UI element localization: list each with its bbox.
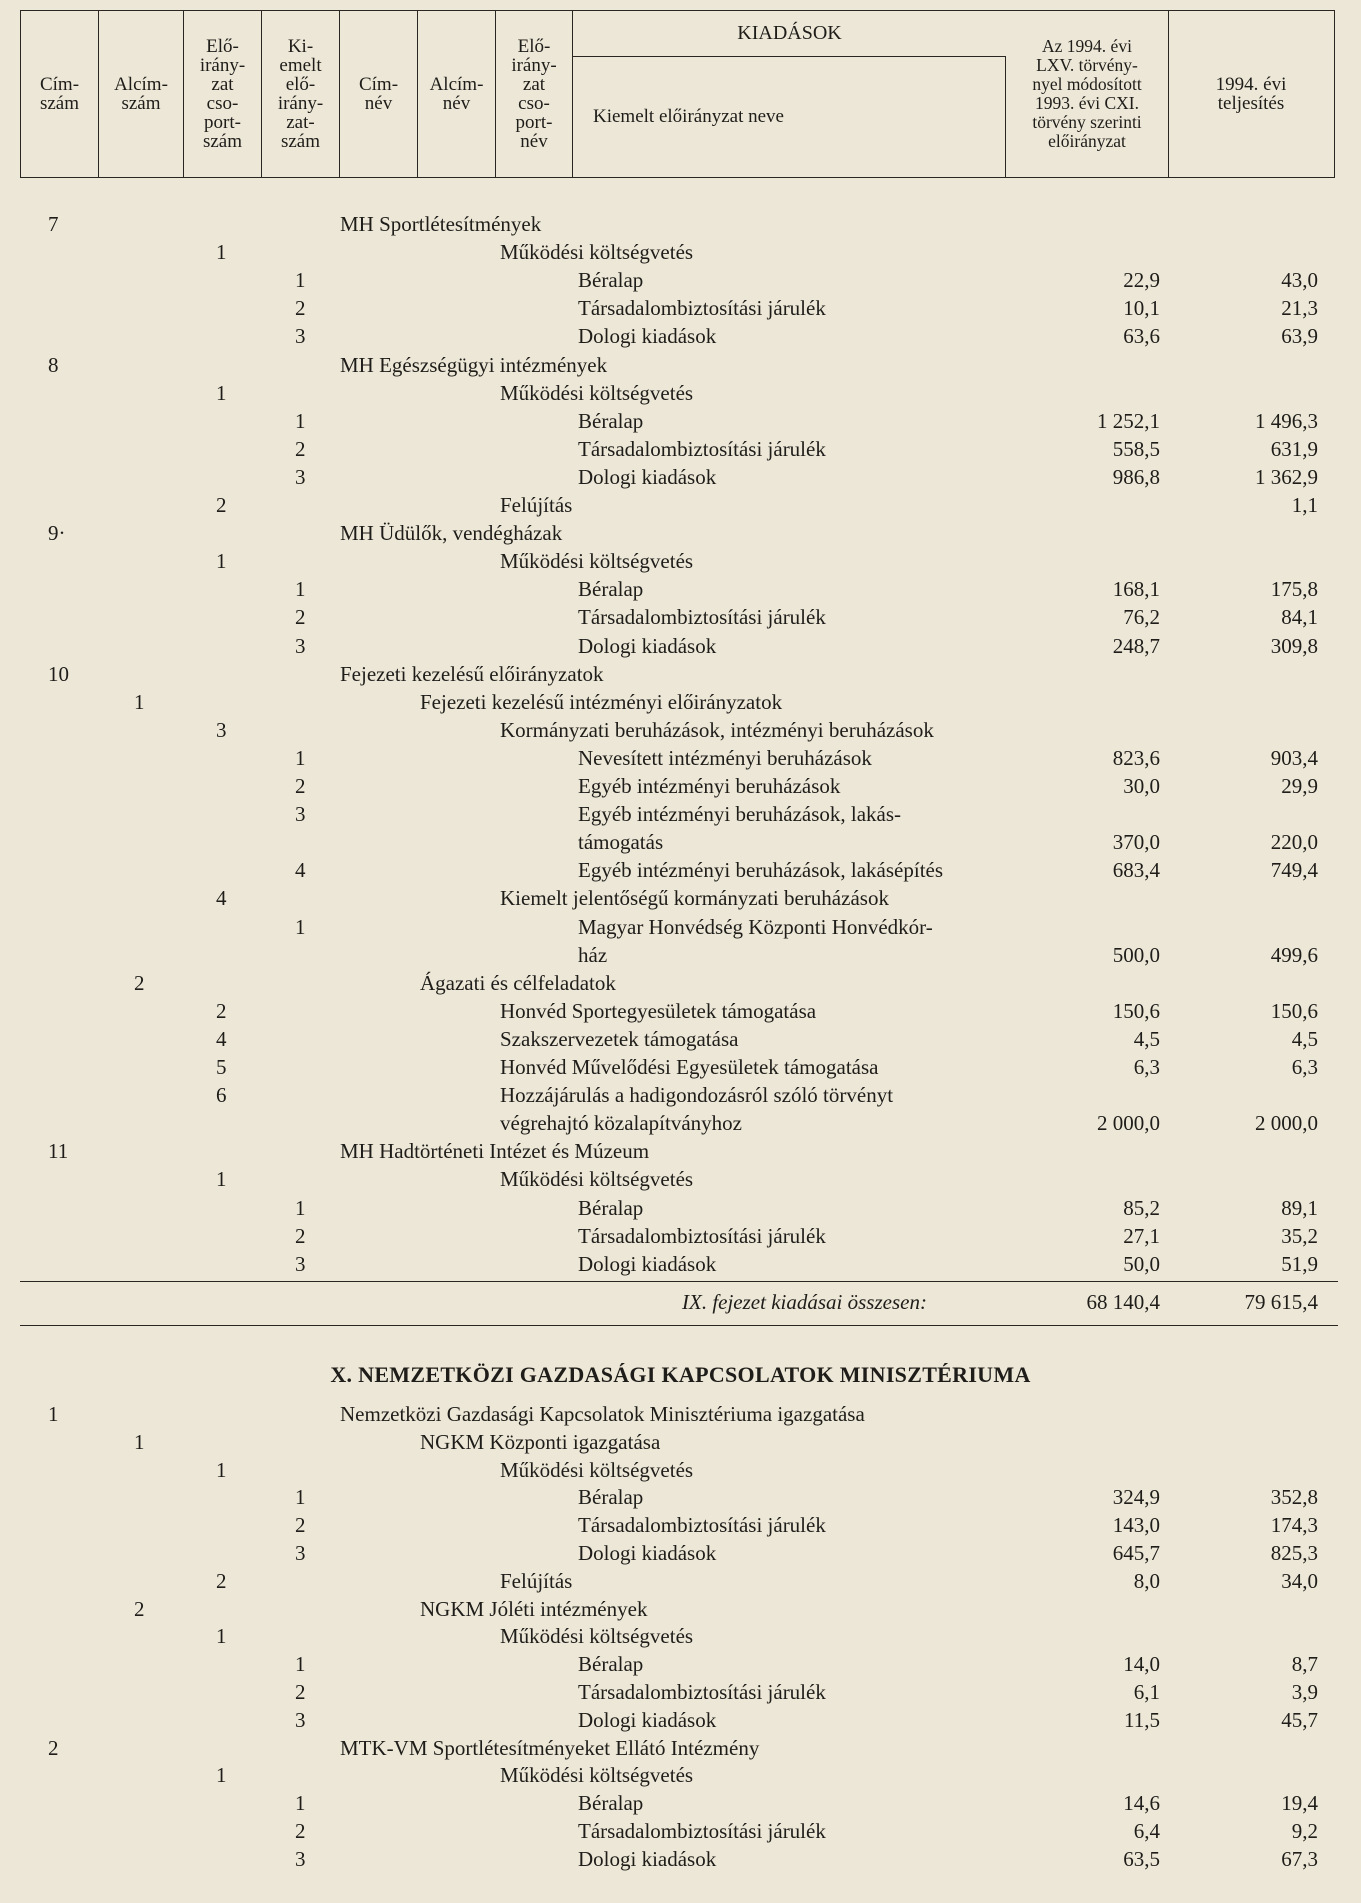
row-name: Dologi kiadások bbox=[578, 1846, 717, 1871]
teljesites-value: 150,6 bbox=[1270, 998, 1318, 1023]
row-name: Magyar Honvédség Központi Honvédkór- bbox=[578, 914, 933, 939]
table-row bbox=[0, 210, 1361, 238]
teljesites-value: 89,1 bbox=[1281, 1195, 1318, 1220]
kiemelt-eloiranyzat-szam-cell: 2 bbox=[295, 1223, 306, 1248]
row-name: MH Üdülők, vendégházak bbox=[340, 521, 563, 546]
eloiranyzat-value: 150,6 bbox=[1112, 998, 1160, 1023]
table-row bbox=[0, 744, 1361, 772]
eloiranyzat-value: 14,0 bbox=[1123, 1652, 1160, 1677]
eloiranyzat-value: 823,6 bbox=[1112, 745, 1160, 770]
row-name: NGKM Jóléti intézmények bbox=[420, 1596, 648, 1621]
eloiranyzat-csoport-szam-cell: 2 bbox=[216, 493, 227, 517]
header-kiadasok: KIADÁSOK bbox=[573, 11, 1006, 57]
table-row bbox=[0, 660, 1361, 688]
kiemelt-eloiranyzat-szam-cell: 1 bbox=[295, 268, 306, 293]
table-row bbox=[0, 1845, 1361, 1873]
eloiranyzat-value: 2 000,0 bbox=[1097, 1111, 1160, 1136]
table-row bbox=[0, 969, 1361, 997]
kiemelt-eloiranyzat-szam-cell: 4 bbox=[295, 858, 306, 883]
table-row bbox=[0, 688, 1361, 716]
kiemelt-eloiranyzat-szam-cell: 3 bbox=[295, 324, 306, 349]
kiemelt-eloiranyzat-szam-cell: 2 bbox=[295, 1819, 306, 1843]
table-row bbox=[0, 1483, 1361, 1511]
teljesites-value: 43,0 bbox=[1281, 268, 1318, 293]
kiemelt-eloiranyzat-szam-cell: 2 bbox=[295, 1513, 306, 1538]
eloiranyzat-csoport-szam-cell: 1 bbox=[216, 1457, 227, 1482]
alcimszam-cell: 2 bbox=[134, 970, 145, 995]
row-name: Béralap bbox=[578, 577, 644, 602]
eloiranyzat-value: 22,9 bbox=[1123, 268, 1160, 293]
table-row bbox=[0, 379, 1361, 407]
eloiranyzat-value: 168,1 bbox=[1112, 577, 1160, 602]
eloiranyzat-value: 27,1 bbox=[1123, 1223, 1160, 1248]
table-row bbox=[0, 856, 1361, 884]
table-row bbox=[0, 941, 1361, 969]
kiemelt-eloiranyzat-szam-cell: 1 bbox=[295, 1791, 306, 1816]
eloiranyzat-value: 986,8 bbox=[1112, 464, 1160, 489]
header-cimszam: Cím- szám bbox=[21, 11, 99, 177]
eloiranyzat-value: 683,4 bbox=[1112, 858, 1160, 883]
row-name: Ágazati és célfeladatok bbox=[420, 970, 616, 995]
row-name: Egyéb intézményi beruházások bbox=[578, 774, 841, 798]
teljesites-value: 1 362,9 bbox=[1255, 464, 1318, 489]
table-row bbox=[0, 1137, 1361, 1165]
row-name: Nevesített intézményi beruházások bbox=[578, 745, 872, 770]
table-row bbox=[0, 1678, 1361, 1706]
kiemelt-eloiranyzat-szam-cell: 3 bbox=[295, 1707, 306, 1732]
total-value-eloiranyzat: 68 140,4 bbox=[1086, 1290, 1160, 1314]
table-row bbox=[0, 1025, 1361, 1053]
row-name: Nemzetközi Gazdasági Kapcsolatok Minisztériuma igazgatása bbox=[340, 1402, 865, 1426]
eloiranyzat-value: 6,4 bbox=[1133, 1819, 1160, 1843]
kiemelt-eloiranyzat-szam-cell: 2 bbox=[295, 1680, 306, 1704]
table-row bbox=[0, 1194, 1361, 1222]
eloiranyzat-value: 76,2 bbox=[1123, 605, 1160, 630]
row-name: Fejezeti kezelésű intézményi előirányzatok bbox=[420, 689, 783, 714]
row-name: MH Hadtörténeti Intézet és Múzeum bbox=[340, 1139, 650, 1164]
cimszam-cell: 8 bbox=[48, 352, 59, 377]
row-name: Dologi kiadások bbox=[578, 324, 717, 349]
alcimszam-cell: 2 bbox=[134, 1596, 145, 1621]
kiemelt-eloiranyzat-szam-cell: 1 bbox=[295, 1485, 306, 1510]
row-name: Béralap bbox=[578, 268, 644, 293]
eloiranyzat-value: 248,7 bbox=[1112, 633, 1160, 658]
table-row bbox=[0, 1567, 1361, 1595]
table-row bbox=[0, 1761, 1361, 1789]
row-name: Társadalombiztosítási járulék bbox=[578, 1513, 826, 1538]
eloiranyzat-csoport-szam-cell: 3 bbox=[216, 717, 227, 742]
row-name: Működési költségvetés bbox=[500, 1457, 694, 1482]
row-name: Társadalombiztosítási járulék bbox=[578, 605, 826, 630]
table-row bbox=[0, 1706, 1361, 1734]
cimszam-cell: 1 bbox=[48, 1402, 59, 1426]
table-row bbox=[0, 491, 1361, 519]
row-name: végrehajtó közalapítványhoz bbox=[500, 1111, 742, 1136]
cimszam-cell: 7 bbox=[48, 212, 59, 236]
kiemelt-eloiranyzat-szam-cell: 2 bbox=[295, 605, 306, 630]
total-value-teljesites: 79 615,4 bbox=[1244, 1290, 1318, 1314]
teljesites-value: 749,4 bbox=[1270, 858, 1318, 883]
row-name: Dologi kiadások bbox=[578, 1251, 717, 1276]
row-name: Béralap bbox=[578, 1485, 644, 1510]
kiemelt-eloiranyzat-szam-cell: 1 bbox=[295, 914, 306, 939]
eloiranyzat-csoport-szam-cell: 1 bbox=[216, 549, 227, 574]
table-row bbox=[0, 913, 1361, 941]
eloiranyzat-csoport-szam-cell: 1 bbox=[216, 240, 227, 265]
row-name: Honvéd Sportegyesületek támogatása bbox=[500, 998, 817, 1023]
teljesites-value: 499,6 bbox=[1270, 942, 1318, 967]
teljesites-value: 9,2 bbox=[1291, 1819, 1318, 1843]
eloiranyzat-csoport-szam-cell: 1 bbox=[216, 1167, 227, 1192]
teljesites-value: 1 496,3 bbox=[1255, 408, 1318, 433]
teljesites-value: 1,1 bbox=[1291, 493, 1318, 517]
table-row bbox=[0, 1081, 1361, 1109]
alcimszam-cell: 1 bbox=[134, 689, 145, 714]
teljesites-value: 4,5 bbox=[1291, 1026, 1318, 1051]
kiemelt-eloiranyzat-szam-cell: 3 bbox=[295, 1846, 306, 1871]
header-alcimszam: Alcím- szám bbox=[99, 11, 184, 177]
header-cimnev: Cím- név bbox=[340, 11, 418, 177]
row-name: Felújítás bbox=[500, 1568, 573, 1593]
table-row bbox=[0, 575, 1361, 603]
teljesites-value: 220,0 bbox=[1270, 830, 1318, 855]
table-row bbox=[0, 1734, 1361, 1762]
row-name: Dologi kiadások bbox=[578, 633, 717, 658]
cimszam-cell: 11 bbox=[48, 1139, 69, 1164]
table-row bbox=[0, 1053, 1361, 1081]
table-row bbox=[0, 632, 1361, 660]
header-eloiranyzat-csoport-szam: Elő- irány- zat cso- port- szám bbox=[184, 11, 262, 177]
eloiranyzat-value: 6,3 bbox=[1133, 1055, 1160, 1079]
teljesites-value: 19,4 bbox=[1281, 1791, 1318, 1816]
section-title: X. NEMZETKÖZI GAZDASÁGI KAPCSOLATOK MINISZTÉRIUMA bbox=[330, 1362, 1031, 1387]
teljesites-value: 21,3 bbox=[1281, 296, 1318, 321]
row-name: MTK-VM Sportlétesítményeket Ellátó Intézmény bbox=[340, 1735, 760, 1760]
kiemelt-eloiranyzat-szam-cell: 2 bbox=[295, 296, 306, 321]
kiemelt-eloiranyzat-szam-cell: 3 bbox=[295, 1541, 306, 1565]
row-name: Társadalombiztosítási járulék bbox=[578, 296, 826, 321]
teljesites-value: 631,9 bbox=[1270, 436, 1318, 461]
eloiranyzat-value: 500,0 bbox=[1112, 942, 1160, 967]
teljesites-value: 825,3 bbox=[1270, 1541, 1318, 1565]
teljesites-value: 35,2 bbox=[1281, 1223, 1318, 1248]
kiemelt-eloiranyzat-szam-cell: 3 bbox=[295, 464, 306, 489]
kiemelt-eloiranyzat-szam-cell: 1 bbox=[295, 577, 306, 602]
cimszam-cell: 10 bbox=[48, 661, 69, 686]
eloiranyzat-value: 370,0 bbox=[1112, 830, 1160, 855]
divider-line bbox=[20, 1325, 1338, 1326]
table-row bbox=[0, 266, 1361, 294]
eloiranyzat-value: 1 252,1 bbox=[1097, 408, 1160, 433]
table-row bbox=[0, 1539, 1361, 1567]
kiemelt-eloiranyzat-szam-cell: 3 bbox=[295, 633, 306, 658]
teljesites-value: 63,9 bbox=[1281, 324, 1318, 349]
eloiranyzat-csoport-szam-cell: 1 bbox=[216, 1624, 227, 1649]
kiemelt-eloiranyzat-szam-cell: 1 bbox=[295, 408, 306, 433]
alcimszam-cell: 1 bbox=[134, 1429, 145, 1454]
teljesites-value: 84,1 bbox=[1281, 605, 1318, 630]
table-row bbox=[0, 716, 1361, 744]
header-alcimnev: Alcím- név bbox=[418, 11, 496, 177]
row-name: Béralap bbox=[578, 1791, 644, 1816]
table-row bbox=[0, 1511, 1361, 1539]
table-row bbox=[0, 238, 1361, 266]
teljesites-value: 2 000,0 bbox=[1255, 1111, 1318, 1136]
kiemelt-eloiranyzat-szam-cell: 1 bbox=[295, 1195, 306, 1220]
table-row bbox=[0, 997, 1361, 1025]
row-name: MH Egészségügyi intézmények bbox=[340, 352, 608, 377]
eloiranyzat-value: 324,9 bbox=[1112, 1485, 1160, 1510]
row-name: NGKM Központi igazgatása bbox=[420, 1429, 661, 1454]
row-name: Béralap bbox=[578, 1652, 644, 1677]
kiemelt-eloiranyzat-szam-cell: 2 bbox=[295, 436, 306, 461]
table-row bbox=[0, 1789, 1361, 1817]
table-row bbox=[0, 1456, 1361, 1484]
kiemelt-eloiranyzat-szam-cell: 3 bbox=[295, 802, 306, 827]
table-row bbox=[0, 463, 1361, 491]
header-kiemelt-eloiranyzat-szam: Ki- emelt elő- irány- zat- szám bbox=[262, 11, 340, 177]
eloiranyzat-csoport-szam-cell: 5 bbox=[216, 1055, 227, 1079]
table-row bbox=[0, 351, 1361, 379]
eloiranyzat-csoport-szam-cell: 1 bbox=[216, 380, 227, 405]
header-kiemelt-eloiranyzat-neve: Kiemelt előirányzat neve bbox=[573, 57, 1006, 177]
teljesites-value: 352,8 bbox=[1270, 1485, 1318, 1510]
row-name: támogatás bbox=[578, 830, 664, 855]
row-name: Dologi kiadások bbox=[578, 1707, 717, 1732]
eloiranyzat-csoport-szam-cell: 4 bbox=[216, 886, 227, 911]
kiemelt-eloiranyzat-szam-cell: 1 bbox=[295, 1652, 306, 1677]
row-name: Működési költségvetés bbox=[500, 380, 694, 405]
eloiranyzat-value: 6,1 bbox=[1133, 1680, 1160, 1704]
teljesites-value: 8,7 bbox=[1291, 1652, 1318, 1677]
eloiranyzat-csoport-szam-cell: 2 bbox=[216, 1568, 227, 1593]
table-row bbox=[0, 519, 1361, 547]
teljesites-value: 309,8 bbox=[1270, 633, 1318, 658]
table-row bbox=[0, 1250, 1361, 1278]
total-label: IX. fejezet kiadásai összesen: bbox=[682, 1290, 927, 1314]
header-teljesites: 1994. évi teljesítés bbox=[1215, 74, 1287, 114]
table-row bbox=[0, 1400, 1361, 1428]
kiemelt-eloiranyzat-szam-cell: 3 bbox=[295, 1251, 306, 1276]
table-row bbox=[0, 547, 1361, 575]
eloiranyzat-value: 10,1 bbox=[1123, 296, 1160, 321]
eloiranyzat-value: 50,0 bbox=[1123, 1251, 1160, 1276]
table-row bbox=[0, 800, 1361, 828]
row-name: MH Sportlétesítmények bbox=[340, 212, 542, 236]
table-row bbox=[0, 1622, 1361, 1650]
teljesites-value: 175,8 bbox=[1270, 577, 1318, 602]
table-row bbox=[0, 828, 1361, 856]
cimszam-cell: 2 bbox=[48, 1735, 59, 1760]
row-name: Társadalombiztosítási járulék bbox=[578, 1819, 826, 1843]
table-row bbox=[0, 772, 1361, 800]
row-name: Egyéb intézményi beruházások, lakásépítés bbox=[578, 858, 944, 883]
row-name: Hozzájárulás a hadigondozásról szóló törvényt bbox=[500, 1083, 894, 1108]
table-row bbox=[0, 1222, 1361, 1250]
eloiranyzat-value: 8,0 bbox=[1133, 1568, 1160, 1593]
table-row bbox=[0, 1165, 1361, 1193]
row-name: Béralap bbox=[578, 408, 644, 433]
table-row bbox=[0, 603, 1361, 631]
table-row bbox=[0, 1109, 1361, 1137]
teljesites-value: 174,3 bbox=[1270, 1513, 1318, 1538]
teljesites-value: 903,4 bbox=[1270, 745, 1318, 770]
row-name: Dologi kiadások bbox=[578, 1541, 717, 1565]
row-name: Kiemelt jelentőségű kormányzati beruházások bbox=[500, 886, 889, 911]
row-name: Működési költségvetés bbox=[500, 1763, 694, 1788]
teljesites-value: 3,9 bbox=[1291, 1680, 1318, 1704]
table-row bbox=[0, 294, 1361, 322]
table-row bbox=[0, 1817, 1361, 1845]
row-name: Honvéd Művelődési Egyesületek támogatása bbox=[500, 1055, 879, 1079]
cimszam-cell: 9· bbox=[48, 521, 66, 546]
table-row bbox=[0, 407, 1361, 435]
row-name: Működési költségvetés bbox=[500, 1167, 694, 1192]
kiemelt-eloiranyzat-szam-cell: 2 bbox=[295, 774, 306, 798]
header-eloiranyzat-csoport-nev: Elő- irány- zat cso- port- név bbox=[496, 11, 573, 177]
total-row bbox=[0, 1288, 1361, 1316]
row-name: Dologi kiadások bbox=[578, 464, 717, 489]
row-name: ház bbox=[578, 942, 608, 967]
row-name: Béralap bbox=[578, 1195, 644, 1220]
eloiranyzat-value: 30,0 bbox=[1123, 774, 1160, 798]
teljesites-value: 51,9 bbox=[1281, 1251, 1318, 1276]
table-row bbox=[0, 322, 1361, 350]
eloiranyzat-value: 14,6 bbox=[1123, 1791, 1160, 1816]
row-name: Kormányzati beruházások, intézményi beruházások bbox=[500, 717, 934, 742]
table-row bbox=[0, 1650, 1361, 1678]
row-name: Fejezeti kezelésű előirányzatok bbox=[340, 661, 604, 686]
eloiranyzat-csoport-szam-cell: 1 bbox=[216, 1763, 227, 1788]
header-eloiranyzat: Az 1994. évi LXV. törvény- nyel módosított 1993. évi CXI. törvény szerinti előirányzat bbox=[1006, 11, 1169, 177]
teljesites-value: 45,7 bbox=[1281, 1707, 1318, 1732]
row-name: Működési költségvetés bbox=[500, 240, 694, 265]
eloiranyzat-value: 4,5 bbox=[1133, 1026, 1160, 1051]
table-row bbox=[0, 1595, 1361, 1623]
teljesites-value: 34,0 bbox=[1281, 1568, 1318, 1593]
table-header bbox=[20, 10, 1335, 178]
row-name: Társadalombiztosítási járulék bbox=[578, 1223, 826, 1248]
teljesites-value: 6,3 bbox=[1291, 1055, 1318, 1079]
eloiranyzat-value: 63,6 bbox=[1123, 324, 1160, 349]
eloiranyzat-csoport-szam-cell: 2 bbox=[216, 998, 227, 1023]
eloiranyzat-csoport-szam-cell: 4 bbox=[216, 1026, 227, 1051]
eloiranyzat-value: 645,7 bbox=[1112, 1541, 1160, 1565]
teljesites-value: 67,3 bbox=[1281, 1846, 1318, 1871]
table-row bbox=[0, 435, 1361, 463]
eloiranyzat-value: 143,0 bbox=[1112, 1513, 1160, 1538]
row-name: Felújítás bbox=[500, 493, 573, 517]
table-row bbox=[0, 1428, 1361, 1456]
teljesites-value: 29,9 bbox=[1281, 774, 1318, 798]
row-name: Társadalombiztosítási járulék bbox=[578, 1680, 826, 1704]
table-row bbox=[0, 884, 1361, 912]
row-name: Társadalombiztosítási járulék bbox=[578, 436, 826, 461]
row-name: Működési költségvetés bbox=[500, 1624, 694, 1649]
eloiranyzat-value: 11,5 bbox=[1124, 1707, 1160, 1732]
row-name: Egyéb intézményi beruházások, lakás- bbox=[578, 802, 902, 827]
kiemelt-eloiranyzat-szam-cell: 1 bbox=[295, 745, 306, 770]
eloiranyzat-value: 63,5 bbox=[1123, 1846, 1160, 1871]
eloiranyzat-value: 558,5 bbox=[1112, 436, 1160, 461]
eloiranyzat-csoport-szam-cell: 6 bbox=[216, 1083, 227, 1108]
eloiranyzat-value: 85,2 bbox=[1123, 1195, 1160, 1220]
divider-line bbox=[20, 1281, 1338, 1282]
row-name: Szakszervezetek támogatása bbox=[500, 1026, 739, 1051]
row-name: Működési költségvetés bbox=[500, 549, 694, 574]
